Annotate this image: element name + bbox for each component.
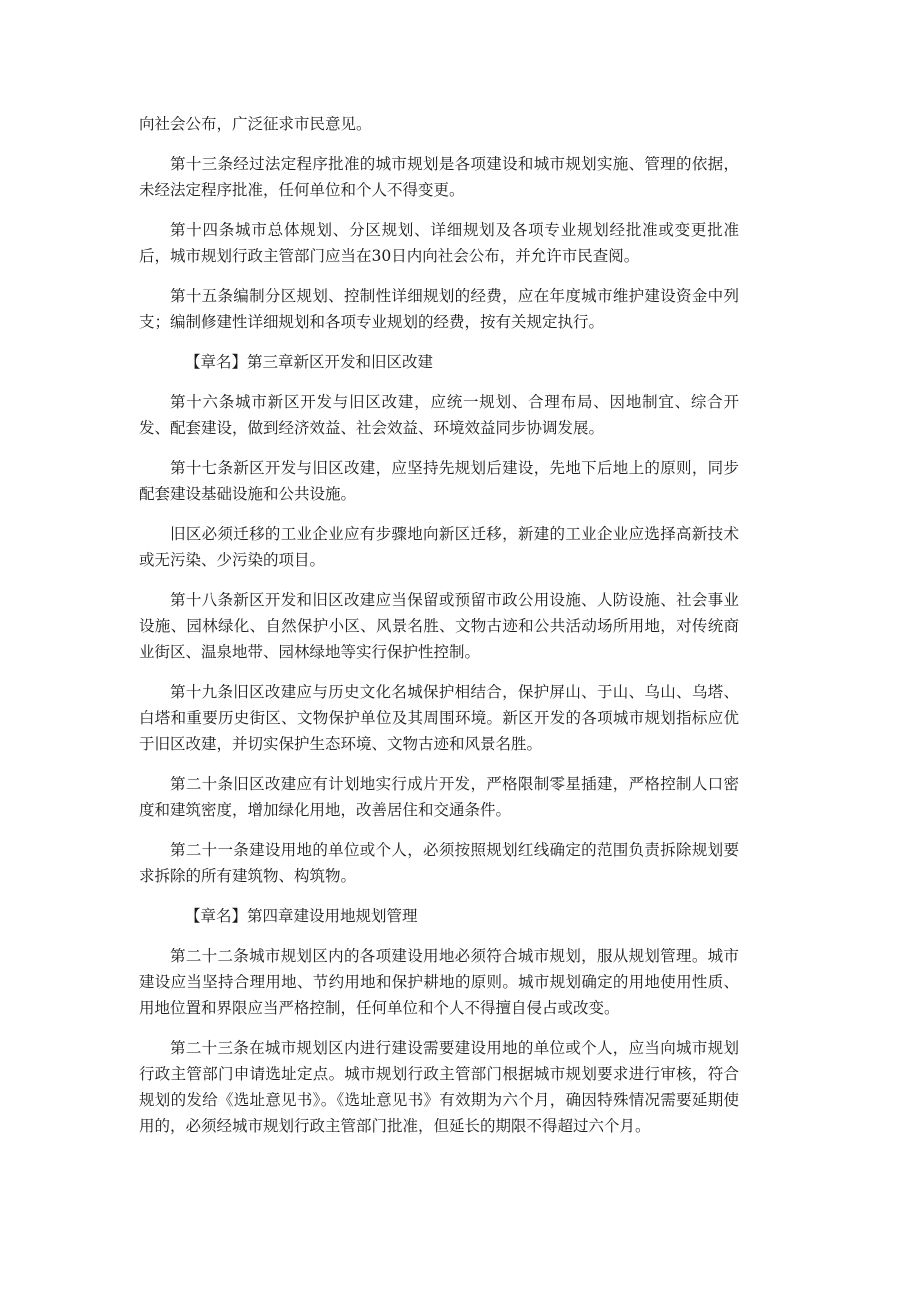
chapter-3-heading: 【章名】第三章新区开发和旧区改建 [185,353,434,371]
article-14: 第十四条城市总体规划、分区规划、详细规划及各项专业规划经批准或变更批准后，城市规划行政主管部门应当在30日内向社会公布，并允许市民查阅。 [139,221,739,265]
article-23: 第二十三条在城市规划区内进行建设需要建设用地的单位或个人，应当向城市规划行政主管部门申请选址定点。城市规划行政主管部门根据城市规划要求进行审核，符合规划的发给《选址意见书》。《选址意见书》有效期为六个月，确因特殊情况需要延期使用的，必须经城市规划行政主管部门批准，但延长的期限不得超过六个月。 [139,1039,739,1135]
article-21: 第二十一条建设用地的单位或个人，必须按照规划红线确定的范围负责拆除规划要求拆除的所有建筑物、构筑物。 [139,841,739,885]
chapter-4-heading: 【章名】第四章建设用地规划管理 [185,907,418,925]
article-22: 第二十二条城市规划区内的各项建设用地必须符合城市规划，服从规划管理。城市建设应当坚持合理用地、节约用地和保护耕地的原则。城市规划确定的用地使用性质、用地位置和界限应当严格控制，任何单位和个人不得擅自侵占或改变。 [139,947,739,1017]
paragraph-continuation: 向社会公布，广泛征求市民意见。 [139,115,372,133]
article-17: 第十七条新区开发与旧区改建，应坚持先规划后建设，先地下后地上的原则，同步配套建设基础设施和公共设施。 [139,459,739,503]
article-17-continued: 旧区必须迁移的工业企业应有步骤地向新区迁移，新建的工业企业应选择高新技术或无污染、少污染的项目。 [139,525,739,569]
article-16: 第十六条城市新区开发与旧区改建，应统一规划、合理布局、因地制宜、综合开发、配套建设，做到经济效益、社会效益、环境效益同步协调发展。 [139,393,739,437]
article-20: 第二十条旧区改建应有计划地实行成片开发，严格限制零星插建，严格控制人口密度和建筑密度，增加绿化用地，改善居住和交通条件。 [139,775,739,819]
article-19: 第十九条旧区改建应与历史文化名城保护相结合，保护屏山、于山、乌山、乌塔、白塔和重要历史街区、文物保护单位及其周围环境。新区开发的各项城市规划指标应优于旧区改建，并切实保护生态环境、文物古迹和风景名胜。 [139,683,739,753]
article-18: 第十八条新区开发和旧区改建应当保留或预留市政公用设施、人防设施、社会事业设施、园林绿化、自然保护小区、风景名胜、文物古迹和公共活动场所用地，对传统商业街区、温泉地带、园林绿地等实行保护性控制。 [139,591,739,661]
article-13: 第十三条经过法定程序批准的城市规划是各项建设和城市规划实施、管理的依据，未经法定程序批准，任何单位和个人不得变更。 [139,155,739,199]
document-body [139,111,739,1153]
article-15: 第十五条编制分区规划、控制性详细规划的经费，应在年度城市维护建设资金中列支；编制修建性详细规划和各项专业规划的经费，按有关规定执行。 [139,287,739,331]
